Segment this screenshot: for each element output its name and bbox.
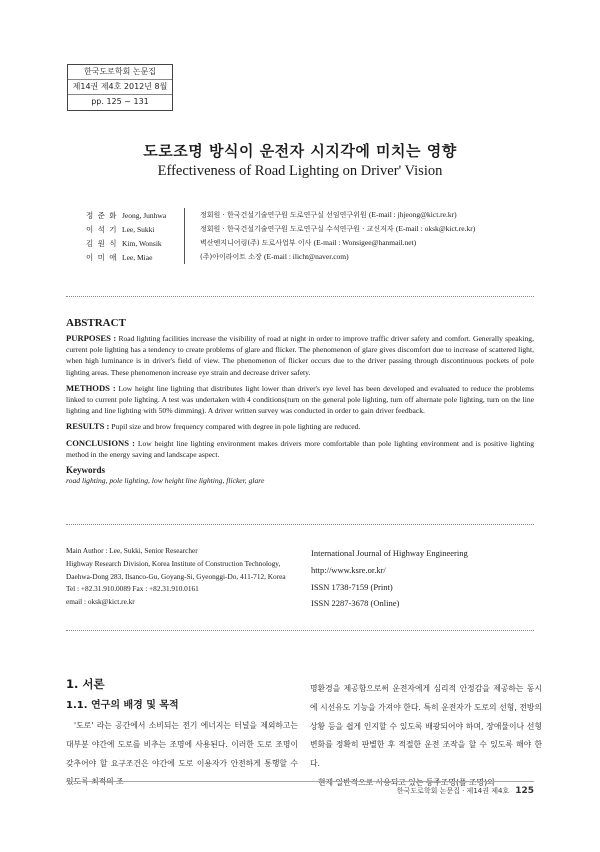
section-heading: 1. 서론 — [66, 677, 105, 691]
subsection-heading: 1.1. 연구의 배경 및 목적 — [66, 700, 179, 711]
author-separator — [184, 250, 185, 264]
body-paragraph: 명환경을 제공함으로써 운전자에게 심리적 안정감을 제공하는 동시에 시선유도 기능을 가져야 한다. 특히 운전자가 도로의 선형, 전방의 상황 등을 쉽게 인지할 수 있도록 배광되어야 하며, 장애물이나 선형 변화를 정확히 판별한 후 적절한 운전 조작을 할 수 있도록 해야 한다. — [310, 684, 542, 769]
journal-detail-line: International Journal of Highway Engineering — [311, 548, 468, 558]
purposes-text: Road lighting facilities increase the visibility of road at night in order to improve traffic driver safety and comfort. Generally speaking, current pole lighting has a tendency to create problems of glare and flicker. The phenomenon of glare gives discomfort due to increase of scattered light, when high luminance is in driver's field of view. The phenomenon of flicker occurs due to the driver passing through discontinuous pockets of pole lighting areas. These phenomenon increase eye strain and decrease driver safety. — [66, 334, 534, 377]
author-separator — [184, 222, 185, 236]
abstract-title: ABSTRACT — [66, 317, 126, 329]
journal-volume: 제14권 제4호 2012년 8월 — [68, 80, 172, 95]
author-email: (E-mail : Wonsigee@hanmail.net) — [313, 238, 417, 247]
journal-detail-line: ISSN 2287-3678 (Online) — [311, 598, 400, 609]
author-email: (E-mail : ilicht@naver.com) — [264, 252, 349, 261]
methods-text: Low height line lighting that distributes light lower than driver's eye level has been developed and evaluated to reduce the problems linked to current pole lighting. A test was undertaken with 4 conditions(turn on the general pole lighting, turn off alternate pole lighting, turn on the line lighting and line lighting with 50% dimming). A driver written survey was conducted in order to gain driver feedback. — [66, 383, 534, 416]
abstract-conclusions — [66, 438, 534, 460]
keywords-text: road lighting, pole lighting, low height line lighting, flicker, glare — [66, 476, 265, 486]
author-separator — [184, 208, 185, 222]
contact-line: email : oksk@kict.re.kr — [66, 597, 135, 607]
author-contact — [66, 545, 296, 609]
conclusions-label: CONCLUSIONS : — [66, 437, 135, 448]
journal-pages: pp. 125 ~ 131 — [91, 97, 149, 106]
author-email: (E-mail : oksk@kict.re.kr) — [395, 224, 476, 233]
footer-rule — [66, 781, 534, 782]
author-affiliation — [200, 252, 349, 262]
contact-line: Main Author : Lee, Sukki, Senior Researcher — [66, 546, 198, 555]
author-affiliation — [200, 224, 475, 234]
author-name-en: Lee, Sukki — [122, 224, 155, 234]
body-paragraph: '도로' 라는 공간에서 소비되는 전기 에너지는 터널을 제외하고는 대부분 야간에 도로를 비추는 조명에 사용된다. 이러한 도로 조명이 갖추어야 할 요구조건은 야간에 도로 이용자가 안전하게 통행할 수 있도록 최적의 조 — [66, 721, 298, 787]
author-row — [86, 208, 536, 222]
abstract-results — [66, 421, 534, 432]
results-text: Pupil size and brow frequency compared with degree in pole lighting are reduced. — [111, 422, 361, 432]
journal-detail-line: ISSN 1738-7159 (Print) — [311, 581, 393, 592]
methods-label: METHODS : — [66, 382, 116, 393]
title-korean: 도로조명 방식이 운전자 시지각에 미치는 영향 — [143, 142, 457, 160]
body-right-column — [310, 680, 542, 793]
affiliation-text: (주)아이라이트 소장 — [200, 253, 262, 261]
author-affiliation — [200, 210, 457, 220]
author-row — [86, 222, 536, 236]
contact-line: Daehwa-Dong 283, Ilsanco-Gu, Goyang-Si, Gyeonggi-Do, 411-712, Korea — [66, 571, 286, 581]
page-number: 125 — [515, 786, 534, 796]
author-name-en: Jeong, Junhwa — [122, 210, 167, 220]
body-left-column — [66, 676, 298, 792]
author-name-ko: 이 미 애 — [86, 252, 118, 262]
divider — [66, 524, 534, 525]
conclusions-text: Low height line lighting environment makes drivers more comfortable than pole lighting environment and is positive lighting method in the energy saving and landscape aspect. — [66, 438, 534, 459]
purposes-label: PURPOSES : — [66, 333, 117, 343]
author-affiliation — [200, 238, 416, 248]
author-separator — [184, 236, 185, 250]
contact-line: Tel : +82.31.910.0089 Fax : +82.31.910.0161 — [66, 584, 199, 594]
divider — [66, 630, 534, 631]
author-name-ko: 이 석 기 — [86, 224, 118, 234]
abstract-methods — [66, 383, 534, 417]
author-name-en: Lee, Miae — [122, 252, 153, 262]
author-row — [86, 236, 536, 250]
abstract-purposes — [66, 333, 534, 378]
keywords-title: Keywords — [66, 465, 105, 476]
author-list — [86, 208, 536, 264]
author-name-ko: 정 준 화 — [86, 210, 118, 220]
divider — [66, 296, 534, 297]
contact-line: Highway Research Division, Korea Institute of Construction Technology, — [66, 558, 281, 568]
affiliation-text: 정회원 · 한국건설기술연구원 도로연구실 선임연구위원 — [200, 211, 367, 219]
title-english: Effectiveness of Road Lighting on Driver' Vision — [157, 163, 443, 179]
journal-url[interactable]: http://www.ksre.or.kr/ — [311, 564, 386, 575]
journal-info-box — [67, 64, 173, 111]
affiliation-text: 정회원 · 한국건설기술연구원 도로연구실 수석연구원 · 교신저자 — [200, 225, 394, 233]
author-row — [86, 250, 536, 264]
author-email: (E-mail : jhjeong@kict.re.kr) — [368, 210, 457, 219]
results-label: RESULTS : — [66, 421, 110, 432]
body-paragraph: 현재 일반적으로 사용되고 있는 등주조명(폴 조명)의 — [318, 777, 495, 787]
author-name-en: Kim, Wonsik — [122, 238, 162, 248]
abstract-section — [66, 317, 534, 486]
affiliation-text: 벽산엔지니어링(주) 도로사업부 이사 — [200, 239, 312, 247]
footer-journal: 한국도로학회 논문집 · 제14권 제4호 — [396, 787, 510, 795]
journal-name: 한국도로학회 논문집 — [68, 65, 172, 80]
journal-details — [311, 545, 531, 612]
page-footer — [397, 786, 534, 796]
author-name-ko: 김 원 식 — [86, 238, 118, 248]
